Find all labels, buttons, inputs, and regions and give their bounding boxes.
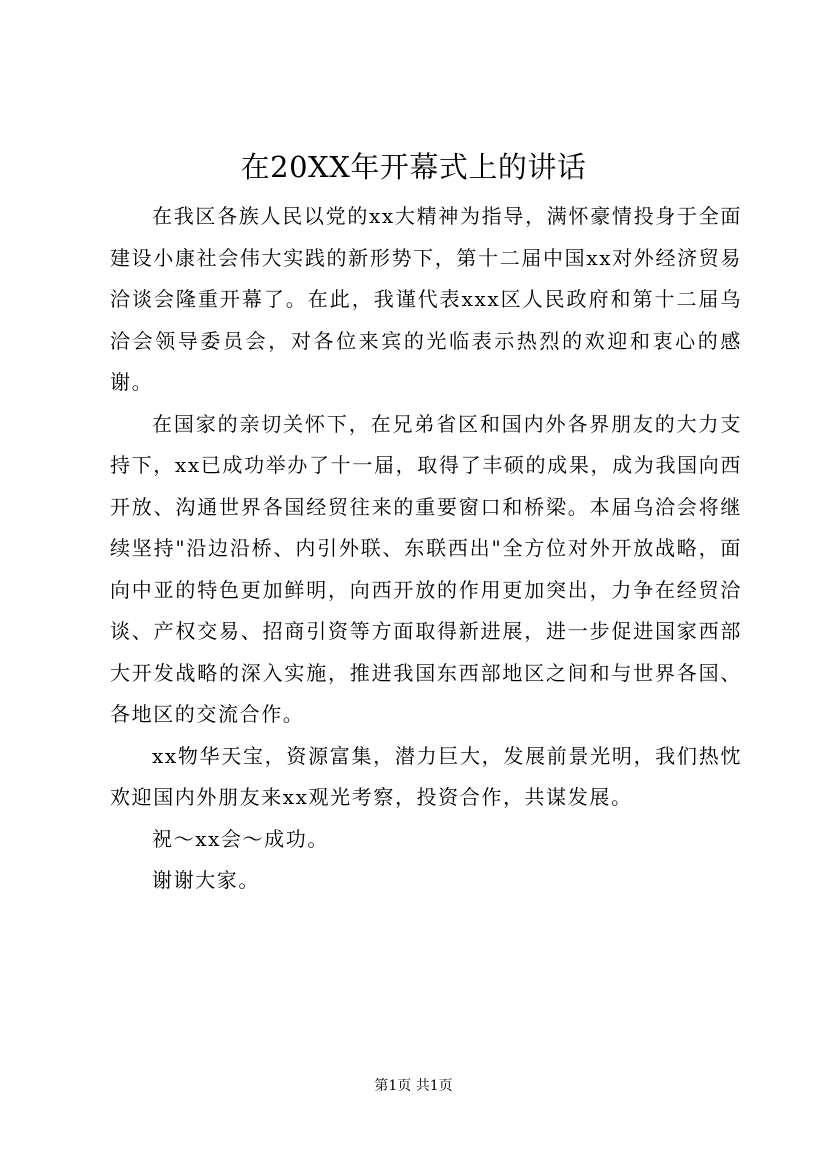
page-number-footer: 第1页 共1页 (374, 1078, 453, 1094)
document-body (110, 196, 742, 902)
document-title: 在20XX年开幕式上的讲话 (240, 150, 587, 184)
paragraph-wish: 祝～xx会～成功。 (152, 826, 329, 851)
paragraph-invitation: xx物华天宝，资源富集，潜力巨大，发展前景光明，我们热忱欢迎国内外朋友来xx观光考察，投资合作，共谋发展。 (110, 743, 742, 809)
paragraph-thanks: 谢谢大家。 (152, 868, 260, 892)
paragraph-achievements: 在国家的亲切关怀下，在兄弟省区和国内外各界朋友的大力支持下，xx已成功举办了十一届，取得了丰硕的成果，成为我国向西开放、沟通世界各国经贸往来的重要窗口和桥梁。本届乌洽会将继续坚持"沿边沿桥、内引外联、东联西出"全方位对外开放战略，面向中亚的特色更加鲜明，向西开放的作用更加突出，力争在经贸洽谈、产权交易、招商引资等方面取得新进展，进一步促进国家西部大开发战略的深入实施，推进我国东西部地区之间和与世界各国、各地区的交流合作。 (110, 411, 742, 726)
paragraph-opening: 在我区各族人民以党的xx大精神为指导，满怀豪情投身于全面建设小康社会伟大实践的新形势下，第十二届中国xx对外经济贸易洽谈会隆重开幕了。在此，我谨代表xxx区人民政府和第十二届乌洽会领导委员会，对各位来宾的光临表示热烈的欢迎和衷心的感谢。 (110, 204, 742, 394)
